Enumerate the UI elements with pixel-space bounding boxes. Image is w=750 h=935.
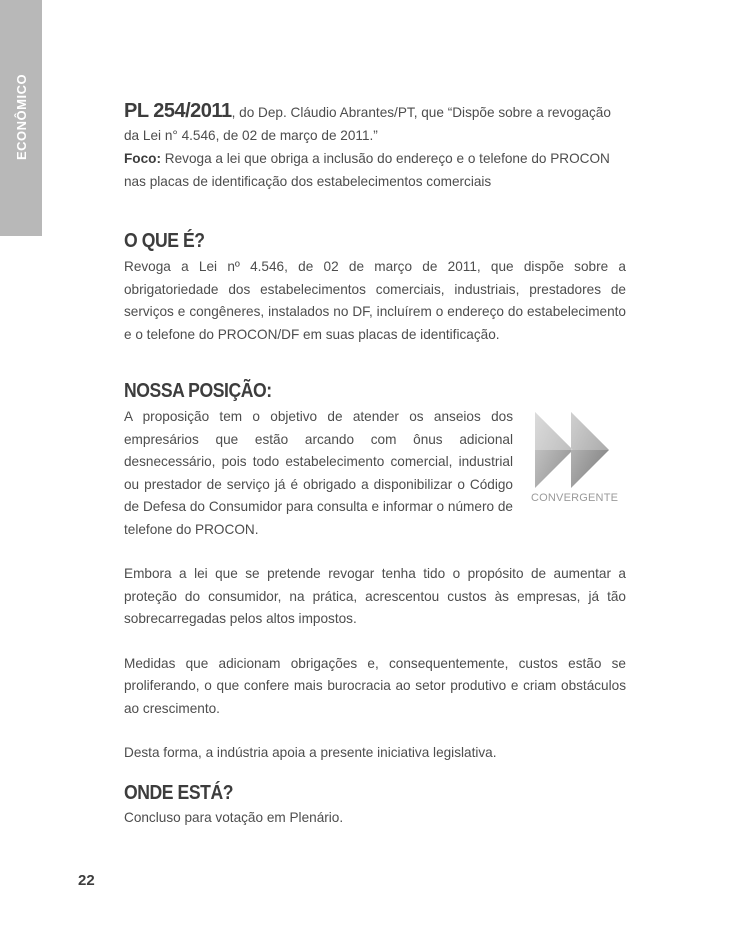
what-is-heading: O QUE É? xyxy=(124,230,205,252)
page-number: 22 xyxy=(78,872,95,889)
our-position-paragraph-3: Medidas que adicionam obrigações e, consequentemente, custos estão se proliferando, o que confere mais burocracia ao setor produtivo e criam obstáculos ao crescimento. xyxy=(124,655,626,716)
bill-description: , do Dep. Cláudio Abrantes/PT, que “Dispõe sobre a revogação da Lei n° 4.546, de 02 de março de 2011.” xyxy=(124,105,611,143)
our-position-paragraph-4: Desta forma, a indústria apoia a presente iniciativa legislativa. xyxy=(124,745,497,760)
convergente-logo xyxy=(531,410,617,508)
our-position-paragraph-2: Embora a lei que se pretende revogar tenha tido o propósito de aumentar a proteção do consumidor, na prática, acrescentou custos às empresas, já tão sobrecarregadas pelos altos impostos. xyxy=(124,566,626,626)
where-is-heading: ONDE ESTÁ? xyxy=(124,782,234,804)
our-position-heading: NOSSA POSIÇÃO: xyxy=(124,380,272,402)
our-position-paragraph-1: A proposição tem o objetivo de atender os anseios dos empresários que estão arcando com ônus adicional desnecessário, pois todo estabelecimento comercial, industrial ou prestador de serviço já é obrigado a disponibilizar o Código de Defesa do Consumidor para consulta e informar o número de telefone do PROCON. xyxy=(124,409,513,537)
section-where-is xyxy=(124,782,626,830)
section-side-tab-label: ECONÔMICO xyxy=(14,73,29,160)
where-is-text: Concluso para votação em Plenário. xyxy=(124,810,344,825)
bill-title-line xyxy=(124,100,626,147)
focus-text: Revoga a lei que obriga a inclusão do endereço e o telefone do PROCON nas placas de identificação dos estabelecimentos comerciais xyxy=(124,151,610,189)
logo-label: CONVERGENTE xyxy=(531,492,619,504)
bill-focus xyxy=(124,147,626,193)
bill-header xyxy=(124,100,626,193)
focus-label: Foco: xyxy=(124,151,161,166)
what-is-text: Revoga a Lei nº 4.546, de 02 de março de 2011, que dispõe sobre a obrigatoriedade dos estabelecimentos comerciais, industriais, prestadores de serviços e congêneres, instalados no DF, incluírem o endereço do estabelecimento e o telefone do PROCON/DF em suas placas de identificação. xyxy=(124,259,626,342)
bill-number: PL 254/2011 xyxy=(124,100,232,122)
section-side-tab xyxy=(0,0,42,236)
section-what-is xyxy=(124,230,626,346)
double-chevron-right-icon xyxy=(531,410,617,490)
